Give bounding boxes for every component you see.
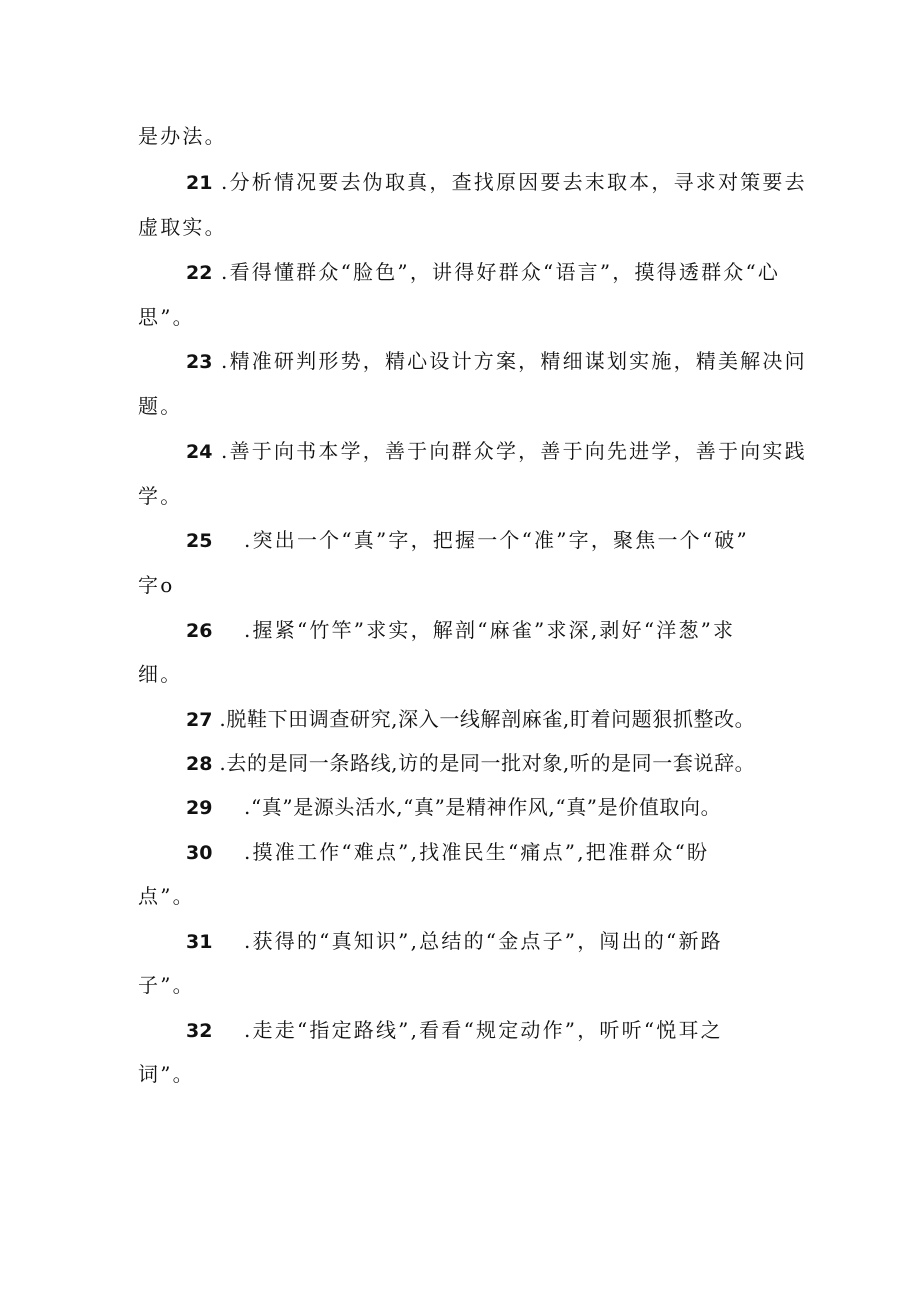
item-number: 31: [186, 931, 213, 953]
list-item-28: [186, 751, 846, 776]
list-item-32: [186, 1018, 846, 1043]
item-text: .获得的“真知识”,总结的“金点子”，闯出的“新路: [244, 929, 723, 953]
item-text: .分析情况要去伪取真，查找原因要去末取本，寻求对策要去: [212, 170, 807, 194]
list-item-30-wrap: 点”。: [138, 884, 195, 908]
item-number: 32: [186, 1020, 213, 1042]
list-item-21: [186, 170, 846, 195]
list-item-29: [186, 795, 846, 820]
list-item-25-wrap: 字o: [138, 573, 175, 597]
item-text: .看得懂群众“脸色”，讲得好群众“语言”，摸得透群众“心: [212, 260, 781, 284]
list-item-24: [186, 439, 846, 464]
list-item-23-wrap: 题。: [138, 394, 183, 418]
list-item-31: [186, 929, 846, 954]
item-number: 28: [186, 753, 213, 775]
item-text: .脱鞋下田调查研究,深入一线解剖麻雀,盯着问题狠抓整改。: [212, 707, 756, 731]
item-number: 23: [186, 351, 213, 373]
list-item-22: [186, 260, 846, 285]
list-item-27: [186, 707, 846, 732]
item-number: 25: [186, 530, 213, 552]
item-number: 21: [186, 172, 213, 194]
item-number: 24: [186, 441, 213, 463]
list-item-24-wrap: 学。: [138, 484, 183, 508]
list-item-21-wrap: 虚取实。: [138, 215, 227, 239]
item-number: 27: [186, 709, 213, 731]
item-text: .去的是同一条路线,访的是同一批对象,听的是同一套说辞。: [212, 751, 756, 775]
item-number: 29: [186, 797, 213, 819]
continuation-line: 是办法。: [138, 124, 227, 148]
item-text: .突出一个“真”字，把握一个“准”字，聚焦一个“破”: [244, 528, 749, 552]
item-text: .“真”是源头活水,“真”是精神作风,“真”是价值取向。: [244, 795, 722, 819]
item-number: 22: [186, 262, 213, 284]
item-text: .精准研判形势，精心设计方案，精细谋划实施，精美解决问: [212, 349, 807, 373]
item-text: .走走“指定路线”,看看“规定动作”，听听“悦耳之: [244, 1018, 723, 1042]
list-item-25: [186, 528, 846, 553]
list-item-31-wrap: 子”。: [138, 973, 195, 997]
list-item-26: [186, 618, 846, 643]
item-number: 26: [186, 620, 213, 642]
list-item-30: [186, 840, 846, 865]
list-item-23: [186, 349, 846, 374]
list-item-22-wrap: 思”。: [138, 305, 195, 329]
item-text: .摸准工作“难点”,找准民生“痛点”,把准群众“盼: [244, 840, 710, 864]
list-item-32-wrap: 词”。: [138, 1062, 195, 1086]
item-text: .握紧“竹竿”求实，解剖“麻雀”求深,剥好“洋葱”求: [244, 618, 736, 642]
item-number: 30: [186, 842, 213, 864]
item-text: .善于向书本学，善于向群众学，善于向先进学，善于向实践: [212, 439, 807, 463]
list-item-26-wrap: 细。: [138, 662, 183, 686]
